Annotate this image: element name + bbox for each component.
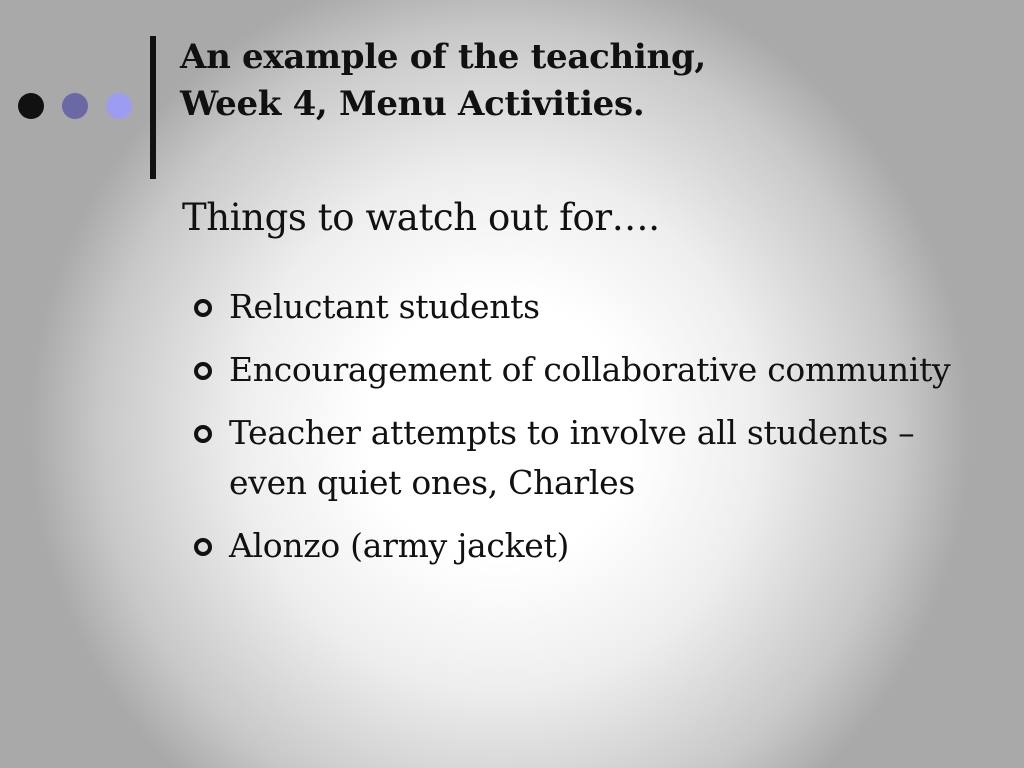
bullet-text: Alonzo (army jacket) [229,526,570,565]
bullet-list [190,282,970,584]
title-line-1: An example of the teaching, [180,37,706,77]
black-dot-icon [18,93,44,119]
ring-bullet-icon [194,425,212,443]
bullet-text: Teacher attempts to involve all students – even quiet ones, Charles [229,413,915,502]
bullet-item [190,521,970,571]
title-line-2: Week 4, Menu Activities. [180,84,645,124]
bullet-text: Encouragement of collaborative community [229,350,951,389]
bullet-item [190,345,970,395]
ring-bullet-icon [194,538,212,556]
ring-bullet-icon [194,299,212,317]
ring-bullet-icon [194,362,212,380]
bullet-text: Reluctant students [229,287,540,326]
bullet-item [190,408,970,508]
vertical-divider [150,36,156,179]
decorative-dots [18,93,132,119]
lavender-dot-icon [106,93,132,119]
bullet-item [190,282,970,332]
slide-title [180,34,706,128]
slate-dot-icon [62,93,88,119]
slide-subtitle: Things to watch out for…. [182,196,660,239]
